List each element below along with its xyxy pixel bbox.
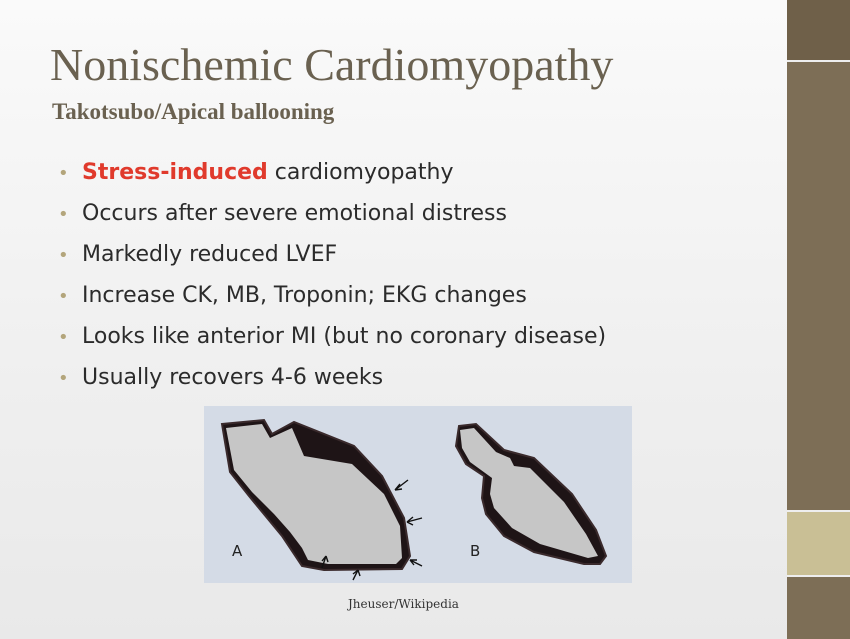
bullet-text: Occurs after severe emotional distress (82, 201, 507, 226)
bullet-dot: • (58, 327, 69, 348)
image-credit: Jheuser/Wikipedia (348, 597, 459, 611)
decorative-sidebar (787, 0, 850, 639)
bullet-list (58, 152, 758, 398)
bullet-text: Looks like anterior MI (but no coronary disease) (82, 324, 607, 349)
bullet-text: Markedly reduced LVEF (82, 242, 338, 267)
bullet-item (58, 152, 758, 193)
bullet-text: cardiomyopathy (267, 160, 454, 185)
bullet-dot: • (58, 204, 69, 225)
bullet-item (58, 357, 758, 398)
bullet-dot: • (58, 286, 69, 307)
ventriculogram-illustration (204, 406, 632, 583)
bullet-item (58, 316, 758, 357)
slide-title: Nonischemic Cardiomyopathy (50, 39, 614, 90)
sidebar-top-block (787, 0, 850, 60)
bullet-item (58, 275, 758, 316)
bullet-text: Increase CK, MB, Troponin; EKG changes (82, 283, 527, 308)
sidebar-accent-block (787, 512, 850, 575)
sidebar-divider (787, 575, 850, 577)
bullet-text: Usually recovers 4-6 weeks (82, 365, 384, 390)
sidebar-divider (787, 60, 850, 62)
bullet-item (58, 234, 758, 275)
slide-subtitle: Takotsubo/Apical ballooning (52, 99, 335, 124)
panel-b-label: B (470, 542, 481, 560)
bullet-dot: • (58, 245, 69, 266)
bullet-emphasis: Stress-induced (82, 160, 268, 185)
bullet-dot: • (58, 163, 69, 184)
ventriculogram-figure (204, 406, 632, 583)
panel-a-label: A (232, 542, 243, 560)
bullet-dot: • (58, 368, 69, 389)
bullet-item (58, 193, 758, 234)
